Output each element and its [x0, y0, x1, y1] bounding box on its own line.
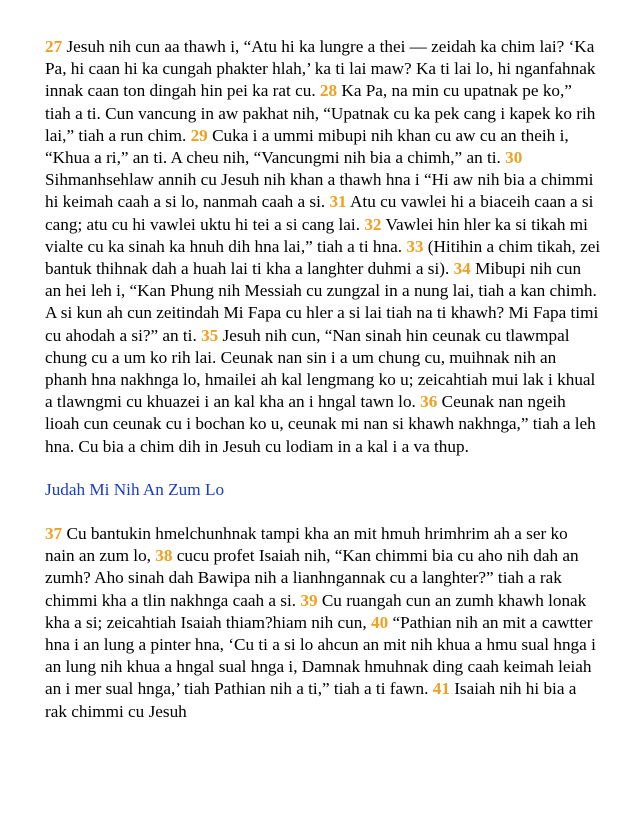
verse-number: 39	[300, 590, 318, 610]
verse-number: 35	[201, 325, 219, 345]
verse-text: Jesuh nih cun, “Nan sinah hin ceunak cu tlawmpal chung cu a um ko rih lai. Ceunak nan sin i a um chung cu, muihnak nih an phanh hna nakhnga lo, hmailei ah kal lengmang ko u; zeicahtiah mui lak i khual a tlawngmi cu khuazei i an kal kha an i hngal tawn lo.	[45, 325, 596, 412]
verse-number: 27	[45, 37, 63, 56]
verse-number: 31	[329, 192, 347, 212]
verse-number: 40	[370, 612, 389, 632]
verse-text: Atu cu vawlei hi a biaceih caan a si cang; atu cu hi vawlei uktu hi tei a si cang lai.	[45, 192, 594, 234]
verse-number: 29	[190, 125, 208, 145]
verse-text: “Pathian nih an mit a cawtter hna i an lung a pinter hna, ‘Cu ti a si lo ahcun an mit nih khua a hmu sual hnga i an lung nih khua a hngal sual hnga i, Damnak hmuhnak ding caah keimah leiah an i mer sual hnga,’ tiah Pathian nih a ti,” tiah a ti fawn.	[45, 612, 596, 699]
verse-number: 34	[453, 259, 471, 279]
verse-text: Jesuh nih cun aa thawh i, “Atu hi ka lungre a thei — zeidah ka chim lai? ‘Ka Pa, hi caan hi ka cungah phakter hlah,’ ka ti lai maw? Ka ti lai lo, hi nganfahnak innak caan ton dingah hin pei ka rat cu.	[45, 37, 596, 101]
scripture-paragraph	[45, 523, 601, 723]
verse-text: (Hitihin a chim tikah, zei bantuk thihnak dah a huah lai ti kha a langhter duhmi a si).	[45, 236, 601, 279]
verse-number: 32	[364, 214, 382, 234]
verse-text: Cu ruangah cun an zumh khawh lonak kha a si; zeicahtiah Isaiah thiam?hiam nih cun,	[45, 590, 587, 632]
verse-text: Cu bantukin hmelchunhnak tampi kha an mit hmuh hrimhrim ah a ser ko nain an zum lo,	[45, 524, 568, 566]
verse-number: 37	[45, 524, 63, 544]
document-page	[45, 36, 601, 723]
verse-text: Cuka i a ummi mibupi nih khan cu aw cu an theih i, “Khua a ri,” an ti. A cheu nih, “Vancungmi nih bia a chimh,” an ti.	[45, 125, 569, 168]
verse-text: cucu profet Isaiah nih, “Kan chimmi bia cu aho nih dah an zumh? Aho sinah dah Bawipa nih a lianhngannak cu a langhter?” tiah a rak chimmi kha a tlin nakhnga caah a si.	[45, 546, 579, 610]
scripture-paragraph	[45, 36, 601, 458]
verse-text: Vawlei hin hler ka si tikah mi vialte cu ka sinah ka hnuh dih hna lai,” tiah a ti hna.	[45, 214, 588, 256]
verse-number: 36	[420, 392, 438, 412]
verse-text: Ceunak nan ngeih lioah cun ceunak cu i bochan ko u, ceunak mi nan si khawh nakhnga,” tiah a leh hna. Cu bia a chim dih in Jesuh cu lodiam in a kal i a va thup.	[45, 392, 596, 456]
verse-text: Isaiah nih hi bia a rak chimmi cu Jesuh	[45, 679, 577, 721]
verse-number: 38	[155, 546, 173, 566]
verse-text: Sihmanhsehlaw annih cu Jesuh nih khan a thawh hna i “Hi aw nih bia a chimmi hi keimah caah a si lo, nanmah caah a si.	[45, 170, 594, 212]
verse-number: 33	[406, 236, 424, 256]
section-heading: Judah Mi Nih An Zum Lo	[45, 479, 225, 499]
verse-number: 41	[432, 679, 450, 699]
verse-number: 28	[319, 81, 338, 101]
verse-text: Mibupi nih cun an hei leh i, “Kan Phung nih Messiah cu zungzal in a nung lai, tiah a kan chimh. A si kun ah cun zeitindah Mi Fapa cu hler a si lai tiah na ti khawh? Mi Fapa timi cu ahodah a si?” an ti.	[45, 259, 599, 345]
verse-number: 30	[505, 148, 523, 168]
verse-text: Ka Pa, na min cu upatnak pe ko,” tiah a ti. Cun vancung in aw pakhat nih, “Upatnak cu ka pek cang i kapek ko rih lai,” tiah a run chim.	[45, 81, 596, 145]
